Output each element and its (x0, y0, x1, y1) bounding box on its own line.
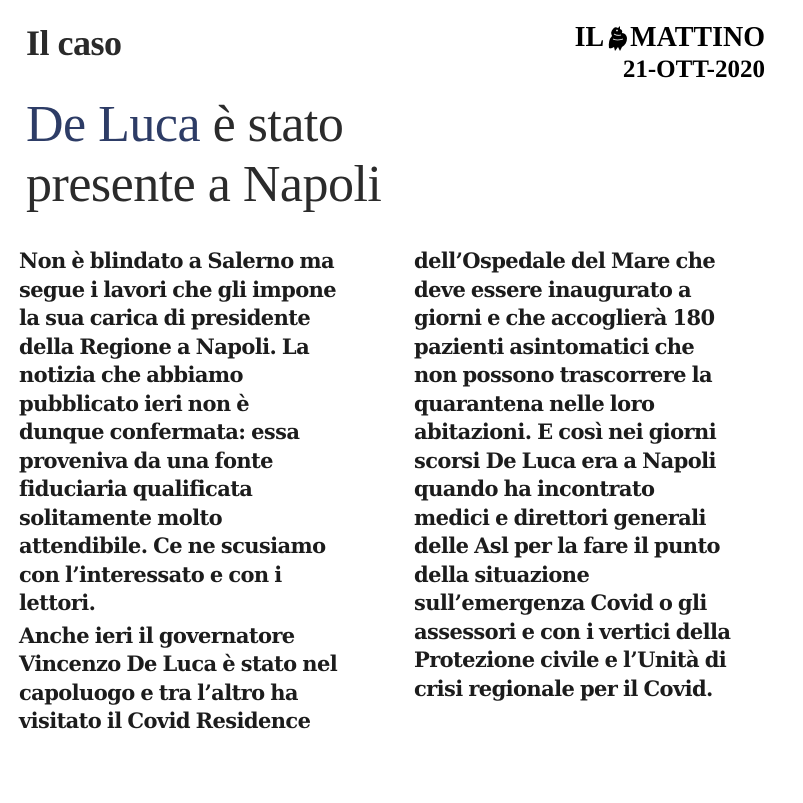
article-headline (26, 95, 381, 215)
newspaper-masthead (575, 22, 765, 54)
headline-line-2: presente a Napoli (26, 156, 382, 213)
text-line: crisi regionale per il Covid. (414, 675, 713, 701)
text-line: la sua carica di presidente (19, 305, 311, 330)
text-line: quando ha incontrato (414, 476, 655, 501)
paragraph-1 (19, 247, 397, 618)
text-line: giorni e che accoglierà 180 (414, 305, 715, 330)
text-line: sull’emergenza Covid o gli (414, 590, 707, 615)
text-line: della situazione (414, 561, 590, 587)
text-line: fiduciaria qualificata (19, 476, 253, 501)
text-line: proveniva da una fonte (19, 447, 273, 473)
text-line: pazienti asintomatici che (414, 333, 695, 359)
text-line: quarantena nelle loro (414, 390, 655, 416)
text-line: assessori e con i vertici della (414, 618, 731, 644)
text-line: pubblicato ieri non è (19, 390, 249, 416)
text-line: lettori. (19, 590, 96, 615)
text-line: notizia che abbiamo (19, 362, 243, 387)
text-line: Protezione civile e l’Unità di (414, 647, 727, 672)
article-column-left (19, 247, 397, 736)
headline-line-1-rest: è stato (200, 96, 344, 153)
text-line: medici e direttori generali (414, 504, 706, 530)
text-line: attendibile. Ce ne scusiamo (19, 533, 326, 558)
paragraph-2 (19, 622, 397, 736)
text-line: della Regione a Napoli. La (19, 333, 310, 359)
text-line: con l’interessato e con i (19, 561, 282, 587)
headline-line-1 (26, 95, 381, 155)
text-line: dell’Ospedale del Mare che (414, 248, 716, 273)
text-line: Vincenzo De Luca è stato nel (19, 651, 338, 676)
publication-date: 21-OTT-2020 (622, 56, 765, 83)
paragraph-2-continued (414, 247, 784, 703)
text-line: Anche ieri il governatore (19, 622, 295, 648)
article-column-right (414, 247, 784, 703)
masthead-name-right: MATTINO (630, 22, 765, 53)
rooster-icon (605, 24, 629, 52)
text-line: capoluogo e tra l’altro ha (19, 679, 298, 705)
masthead-name-left: IL (574, 22, 605, 53)
text-line: segue i lavori che gli impone (19, 276, 337, 302)
text-line: visitato il Covid Residence (19, 708, 311, 733)
headline-name: De Luca (26, 96, 201, 153)
text-line: delle Asl per la fare il punto (414, 533, 720, 558)
text-line: deve essere inaugurato a (414, 276, 691, 302)
text-line: solitamente molto (19, 504, 223, 530)
text-line: scorsi De Luca era a Napoli (414, 447, 716, 473)
section-kicker: Il caso (26, 23, 122, 63)
text-line: abitazioni. E così nei giorni (414, 419, 717, 444)
text-line: non possono trascorrere la (414, 362, 712, 387)
text-line: dunque confermata: essa (19, 419, 300, 444)
text-line: Non è blindato a Salerno ma (19, 248, 334, 273)
